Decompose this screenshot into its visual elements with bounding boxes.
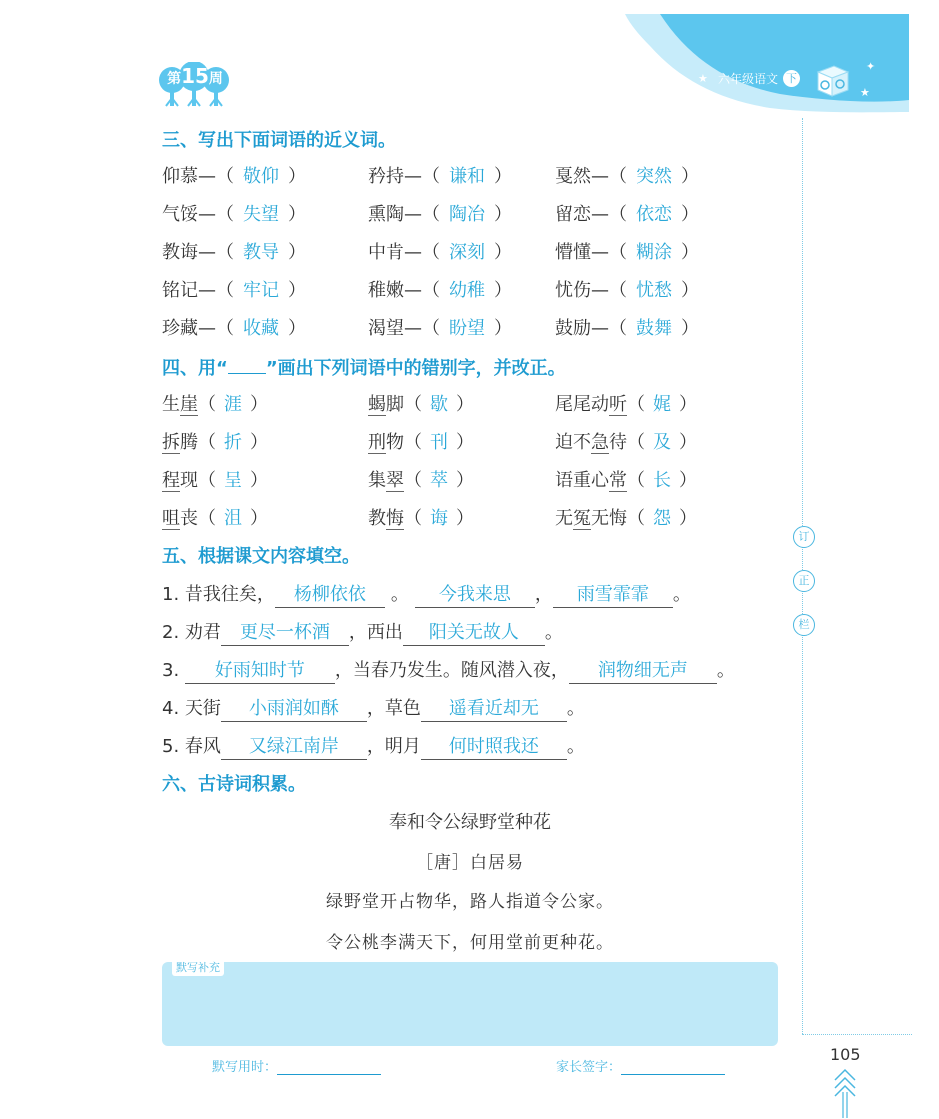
answer-blank: 更尽一杯酒 xyxy=(221,621,349,646)
grade-badge: 下 xyxy=(783,70,800,87)
synonym-item: 矜持—（ 谦和 ） xyxy=(368,162,512,188)
answer: 深刻 xyxy=(449,242,485,263)
answer-blank: 小雨润如酥 xyxy=(221,697,367,722)
synonym-item: 渴望—（ 盼望 ） xyxy=(368,314,512,340)
typo-item: 集翠（ 萃 ） xyxy=(368,466,474,492)
synonym-item: 气馁—（ 失望 ） xyxy=(162,200,306,226)
synonym-item: 仰慕—（ 敬仰 ） xyxy=(162,162,306,188)
fill-in-line: 3. 好雨知时节 ，当春乃发生。随风潜入夜， 润物细无声 。 xyxy=(162,656,735,684)
correction-mark: 栏 xyxy=(793,614,815,636)
answer: 陶冶 xyxy=(449,204,485,225)
poem-line: 绿野堂开占物华，路人指道令公家。 xyxy=(326,892,614,912)
answer-blank: 好雨知时节 xyxy=(185,659,335,684)
correction-mark: 订 xyxy=(793,526,815,548)
fill-in-line: 2. 劝君 更尽一杯酒 ，西出 阳关无故人 。 xyxy=(162,618,563,646)
answer: 诲 xyxy=(430,508,448,529)
answer-blank: 又绿江南岸 xyxy=(221,735,367,760)
typo-item: 尾尾动听（ 娓 ） xyxy=(555,390,697,416)
answer: 歇 xyxy=(430,394,448,415)
star-icon: ✦ xyxy=(866,60,876,73)
answer-blank: 润物细无声 xyxy=(569,659,717,684)
page-up-arrows-icon xyxy=(832,1066,858,1118)
answer-blank: 何时照我还 xyxy=(421,735,567,760)
answer: 收藏 xyxy=(243,318,279,339)
poem-author: ［唐］白居易 xyxy=(416,853,524,873)
answer-blank: 雨雪霏霏 xyxy=(553,583,673,608)
answer: 鼓舞 xyxy=(636,318,672,339)
answer: 怨 xyxy=(653,508,671,529)
answer: 糊涂 xyxy=(636,242,672,263)
typo-item: 教悔（ 诲 ） xyxy=(368,504,474,530)
week-label: 第15周 xyxy=(167,64,223,88)
synonym-item: 教诲—（ 教导 ） xyxy=(162,238,306,264)
answer: 盼望 xyxy=(449,318,485,339)
star-icon: ★ xyxy=(698,72,708,85)
supplement-writing-area[interactable] xyxy=(162,962,778,1046)
typo-item: 蝎脚（ 歇 ） xyxy=(368,390,474,416)
typo-item: 迫不急待（ 及 ） xyxy=(555,428,697,454)
parent-signature-field: 家长签字： xyxy=(556,1056,725,1075)
answer: 突然 xyxy=(636,166,672,187)
poem-title: 奉和令公绿野堂种花 xyxy=(389,812,551,833)
typo-item: 咀丧（ 沮 ） xyxy=(162,504,268,530)
synonym-item: 鼓励—（ 鼓舞 ） xyxy=(555,314,699,340)
synonym-item: 中肯—（ 深刻 ） xyxy=(368,238,512,264)
grade-label: 六年级语文 xyxy=(718,72,779,86)
answer: 忧愁 xyxy=(636,280,672,301)
header-wave xyxy=(0,0,939,130)
answer: 牢记 xyxy=(243,280,279,301)
supplement-tag: 默写补充 xyxy=(172,958,224,976)
answer: 呈 xyxy=(224,470,242,491)
typo-item: 无冤无悔（ 怨 ） xyxy=(555,504,697,530)
synonym-item: 铭记—（ 牢记 ） xyxy=(162,276,306,302)
underline-sample xyxy=(228,357,266,374)
cube-icon xyxy=(812,60,852,100)
typo-item: 刑物（ 刊 ） xyxy=(368,428,474,454)
poem-line: 令公桃李满天下，何用堂前更种花。 xyxy=(326,933,614,953)
synonym-item: 戛然—（ 突然 ） xyxy=(555,162,699,188)
section-4-title: 四、用“ ”画出下列词语中的错别字，并改正。 xyxy=(162,358,566,379)
answer-blank: 阳关无故人 xyxy=(403,621,545,646)
parent-signature-line[interactable] xyxy=(621,1060,725,1075)
fill-in-line: 4. 天街 小雨润如酥 ，草色 遥看近却无 。 xyxy=(162,694,585,722)
answer: 沮 xyxy=(224,508,242,529)
answer-blank: 遥看近却无 xyxy=(421,697,567,722)
fill-in-line: 5. 春风 又绿江南岸 ，明月 何时照我还 。 xyxy=(162,732,585,760)
poem-block xyxy=(230,808,710,953)
answer: 刊 xyxy=(430,432,448,453)
typo-item: 拆腾（ 折 ） xyxy=(162,428,268,454)
star-icon: ★ xyxy=(860,86,870,99)
synonym-item: 忧伤—（ 忧愁 ） xyxy=(555,276,699,302)
answer: 涯 xyxy=(224,394,242,415)
answer: 及 xyxy=(653,432,671,453)
synonym-item: 懵懂—（ 糊涂 ） xyxy=(555,238,699,264)
fill-in-line: 1. 昔我往矣， 杨柳依依 。 今我来思 ， 雨雪霏霏 。 xyxy=(162,580,691,608)
answer: 敬仰 xyxy=(243,166,279,187)
page-number: 105 xyxy=(830,1045,861,1064)
answer: 教导 xyxy=(243,242,279,263)
answer: 幼稚 xyxy=(449,280,485,301)
correction-column-border-bottom xyxy=(802,1034,912,1035)
section-5-title: 五、根据课文内容填空。 xyxy=(162,546,360,567)
answer-blank: 今我来思 xyxy=(415,583,535,608)
answer: 谦和 xyxy=(449,166,485,187)
synonym-item: 留恋—（ 依恋 ） xyxy=(555,200,699,226)
answer: 萃 xyxy=(430,470,448,491)
typo-item: 程现（ 呈 ） xyxy=(162,466,268,492)
section-3-title: 三、写出下面词语的近义词。 xyxy=(162,130,396,151)
answer: 长 xyxy=(653,470,671,491)
time-used-line[interactable] xyxy=(277,1060,381,1075)
correction-mark: 正 xyxy=(793,570,815,592)
answer: 依恋 xyxy=(636,204,672,225)
time-used-field: 默写用时： xyxy=(212,1056,381,1075)
synonym-item: 熏陶—（ 陶冶 ） xyxy=(368,200,512,226)
answer: 失望 xyxy=(243,204,279,225)
answer: 娓 xyxy=(653,394,671,415)
synonym-item: 稚嫩—（ 幼稚 ） xyxy=(368,276,512,302)
answer-blank: 杨柳依依 xyxy=(275,583,385,608)
answer: 折 xyxy=(224,432,242,453)
typo-item: 语重心常（ 长 ） xyxy=(555,466,697,492)
typo-item: 生崖（ 涯 ） xyxy=(162,390,268,416)
synonym-item: 珍藏—（ 收藏 ） xyxy=(162,314,306,340)
section-6-title: 六、古诗词积累。 xyxy=(162,774,306,795)
